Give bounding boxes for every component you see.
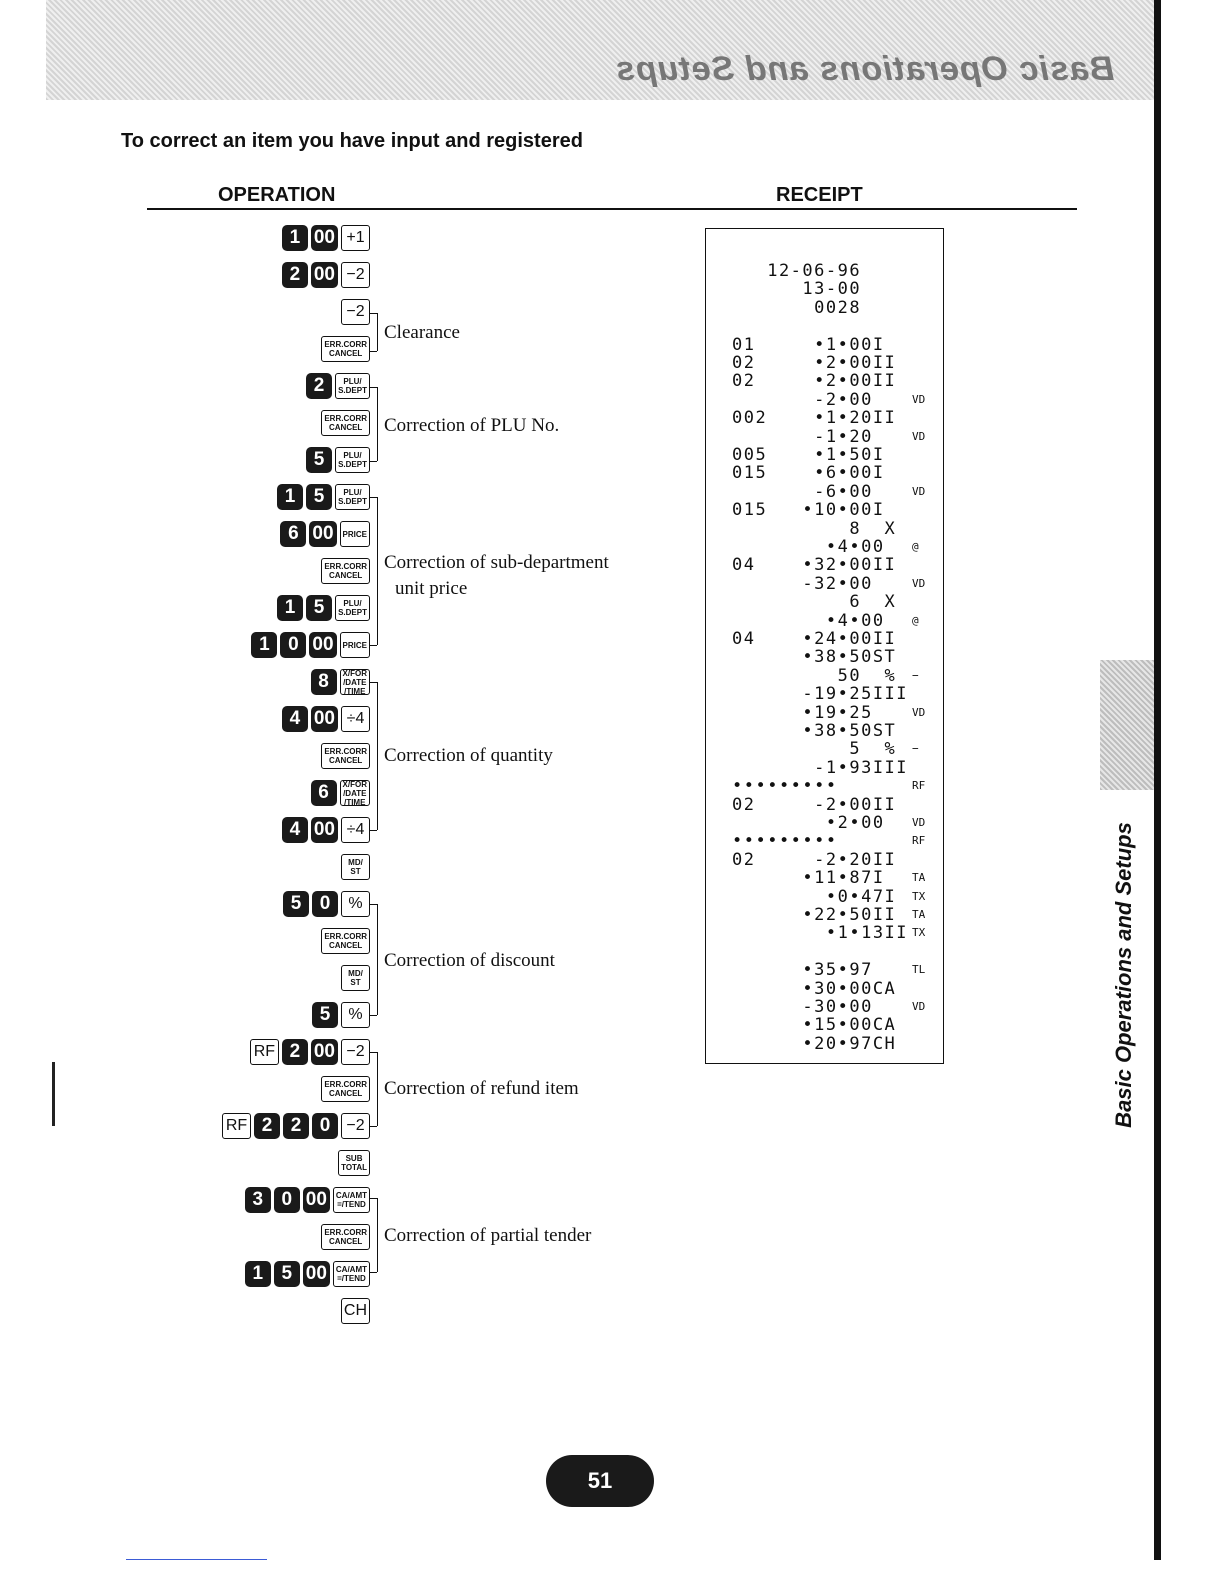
operation-row <box>341 965 370 991</box>
numeric-key-5: 5 <box>283 891 309 917</box>
operation-row <box>311 669 370 695</box>
numeric-key-0: 0 <box>312 891 338 917</box>
bracket-tick <box>370 461 377 462</box>
footer-rule <box>126 1559 267 1560</box>
receipt-line: •4•00 <box>732 610 885 631</box>
operation-row <box>282 262 370 288</box>
operation-row <box>245 1187 370 1213</box>
err-corr-cancel-key: ERR.CORR CANCEL <box>321 410 370 436</box>
md-st-key: MD/ ST <box>341 854 370 880</box>
receipt-line: •4•00 <box>732 537 885 557</box>
bracket-tick <box>370 1198 377 1199</box>
annotation-clearance: Clearance <box>384 322 460 343</box>
operation-row <box>311 780 370 806</box>
receipt-symbol: VD <box>912 429 926 443</box>
numeric-key-00: 00 <box>309 521 336 547</box>
receipt-line: •19•25 <box>732 702 873 723</box>
receipt-line: 01 •1•00I <box>732 334 885 355</box>
dept-4-key: ÷4 <box>341 817 370 843</box>
bracket-discount <box>377 904 378 1015</box>
receipt-symbol: VD <box>912 484 926 498</box>
receipt-symbol: VD <box>912 816 926 829</box>
operation-row <box>306 447 370 473</box>
numeric-key-5: 5 <box>274 1261 300 1287</box>
receipt-line: 04 •32•00II <box>732 555 897 576</box>
receipt-line: 002 •1•20II <box>732 408 897 429</box>
err-corr-cancel-key: ERR.CORR CANCEL <box>321 336 370 362</box>
receipt-line: 015 •6•00I <box>732 463 885 484</box>
x-for-key: X/FOR /DATE /TIME <box>340 669 370 695</box>
operation-row <box>321 1224 370 1250</box>
numeric-key-00: 00 <box>311 225 338 251</box>
numeric-key-00: 00 <box>303 1261 330 1287</box>
err-corr-cancel-key: ERR.CORR CANCEL <box>321 1224 370 1250</box>
ca-amt-tend-key: CA/AMT =/TEND <box>333 1261 370 1287</box>
numeric-key-2: 2 <box>254 1113 280 1139</box>
numeric-key-00: 00 <box>311 817 338 843</box>
receipt-line: -19•25III <box>732 684 909 705</box>
err-corr-cancel-key: ERR.CORR CANCEL <box>321 928 370 954</box>
numeric-key-00: 00 <box>309 632 336 658</box>
refund-key: RF <box>250 1039 279 1065</box>
receipt-line: ••••••••• <box>732 831 838 852</box>
receipt-line: 50 % <box>732 665 897 686</box>
operation-row <box>282 225 370 251</box>
numeric-key-00: 00 <box>311 262 338 288</box>
annotation-partial-tender: Correction of partial tender <box>384 1225 592 1246</box>
receipt-line: •22•50II <box>732 905 897 925</box>
numeric-key-1: 1 <box>277 595 303 621</box>
operation-column-header: OPERATION <box>218 184 336 206</box>
bracket-tick <box>370 682 377 683</box>
operation-row <box>312 1002 370 1028</box>
operation-row <box>321 410 370 436</box>
bracket-tick <box>370 904 377 905</box>
page-edge-rule <box>1154 0 1161 1560</box>
receipt-line: •15•00CA <box>732 1015 897 1036</box>
receipt-symbol: VD <box>912 1000 926 1013</box>
bracket-tick <box>370 830 377 831</box>
operation-row <box>250 1039 370 1065</box>
numeric-key-0: 0 <box>280 632 306 658</box>
receipt-symbol: TA <box>912 871 926 885</box>
bracket-subdept <box>377 497 378 645</box>
err-corr-cancel-key: ERR.CORR CANCEL <box>321 1076 370 1102</box>
annotation-quantity: Correction of quantity <box>384 745 553 766</box>
receipt-line: 13-00 <box>732 279 862 300</box>
side-chapter-label: Basic Operations and Setups <box>1111 822 1136 1128</box>
receipt-symbol: @ <box>912 540 919 553</box>
bracket-quantity <box>377 682 378 830</box>
subtotal-key: SUB TOTAL <box>338 1150 370 1176</box>
receipt-line: •0•47I <box>732 886 897 907</box>
numeric-key-5: 5 <box>306 595 332 621</box>
receipt-line: 0028 <box>732 297 862 318</box>
numeric-key-1: 1 <box>251 632 277 658</box>
receipt-symbol: VD <box>912 392 926 406</box>
numeric-key-4: 4 <box>282 817 308 843</box>
operation-row <box>282 706 370 732</box>
operation-row <box>282 817 370 843</box>
receipt-symbol: TL <box>912 963 926 977</box>
numeric-key-3: 3 <box>245 1187 271 1213</box>
numeric-key-0: 0 <box>274 1187 300 1213</box>
bracket-tick <box>370 387 377 388</box>
charge-key: CH <box>341 1298 370 1324</box>
dept-2-key: −2 <box>341 299 370 325</box>
chapter-banner <box>46 0 1154 100</box>
receipt-line: 02 -2•20II <box>732 849 897 870</box>
receipt-symbol: TA <box>912 908 926 921</box>
receipt-symbol: TX <box>912 926 926 940</box>
banner-text: Basic Operations and Setups <box>614 50 1114 88</box>
annotation-refund: Correction of refund item <box>384 1078 579 1099</box>
err-corr-cancel-key: ERR.CORR CANCEL <box>321 743 370 769</box>
bracket-tick <box>370 645 377 646</box>
receipt-line: -1•20 <box>732 426 873 447</box>
ca-amt-tend-key: CA/AMT =/TEND <box>333 1187 370 1213</box>
refund-key: RF <box>222 1113 251 1139</box>
receipt-symbol: VD <box>912 576 926 590</box>
receipt-line: •38•50ST <box>732 721 897 741</box>
receipt-symbol: RF <box>912 834 926 848</box>
operation-row <box>321 558 370 584</box>
operation-row <box>277 484 370 510</box>
annotation-subdept-line1: Correction of sub-department <box>384 552 609 573</box>
operation-row <box>222 1113 370 1139</box>
annotation-plu: Correction of PLU No. <box>384 415 560 436</box>
receipt-symbol: VD <box>912 705 926 719</box>
receipt-symbol: @ <box>912 613 919 627</box>
receipt-line: 02 -2•00II <box>732 794 897 815</box>
dept-4-key: ÷4 <box>341 706 370 732</box>
numeric-key-2: 2 <box>282 1039 308 1065</box>
receipt-line: •30•00CA <box>732 978 897 999</box>
receipt-line: 04 •24•00II <box>732 629 897 649</box>
receipt-line: -32•00 <box>732 573 873 594</box>
operation-row <box>321 743 370 769</box>
numeric-key-00: 00 <box>311 706 338 732</box>
numeric-key-1: 1 <box>282 225 308 251</box>
receipt-line: 005 •1•50I <box>732 445 885 465</box>
receipt-line: 02 •2•00II <box>732 353 897 373</box>
percent-key: % <box>341 1002 370 1028</box>
numeric-key-2: 2 <box>283 1113 309 1139</box>
operation-row <box>245 1261 370 1287</box>
receipt-symbol: − <box>912 668 919 682</box>
receipt-line: -6•00 <box>732 481 873 502</box>
bracket-tick <box>370 313 377 314</box>
receipt-line: 5 % <box>732 739 897 760</box>
receipt <box>705 228 944 1064</box>
numeric-key-6: 6 <box>280 521 306 547</box>
dept-2-key: −2 <box>341 1039 370 1065</box>
operation-row <box>338 1150 370 1176</box>
plu-sdept-key: PLU/ S.DEPT <box>335 484 370 510</box>
x-for-key: X/FOR /DATE /TIME <box>340 780 370 806</box>
receipt-line: •20•97CH <box>732 1033 897 1054</box>
numeric-key-2: 2 <box>282 262 308 288</box>
receipt-line: •38•50ST <box>732 647 897 668</box>
dept-1-key: +1 <box>341 225 370 251</box>
bracket-partial <box>377 1198 378 1272</box>
receipt-symbol: RF <box>912 779 926 793</box>
bracket-tick <box>370 1015 377 1016</box>
plu-sdept-key: PLU/ S.DEPT <box>335 373 370 399</box>
receipt-line: -1•93III <box>732 757 909 778</box>
receipt-line: •11•87I <box>732 868 885 889</box>
receipt-column-header: RECEIPT <box>776 184 863 206</box>
receipt-line: •1•13II <box>732 923 909 944</box>
bracket-refund <box>377 1052 378 1126</box>
numeric-key-5: 5 <box>312 1002 338 1028</box>
receipt-line: •35•97 <box>732 960 873 981</box>
bracket-tick <box>370 497 377 498</box>
operation-row <box>321 928 370 954</box>
numeric-key-8: 8 <box>311 669 337 695</box>
dept-2-key: −2 <box>341 262 370 288</box>
receipt-line: 8 X <box>732 518 897 539</box>
receipt-line: -30•00 <box>732 997 873 1017</box>
price-key: PRICE <box>340 632 370 658</box>
numeric-key-1: 1 <box>245 1261 271 1287</box>
operation-row <box>251 632 370 658</box>
bracket-clearance <box>377 313 378 351</box>
operation-row <box>341 299 370 325</box>
receipt-symbol: TX <box>912 889 926 903</box>
numeric-key-00: 00 <box>303 1187 330 1213</box>
numeric-key-0: 0 <box>312 1113 338 1139</box>
receipt-line: 02 •2•00II <box>732 371 897 392</box>
margin-mark <box>52 1062 55 1126</box>
receipt-line: 015 •10•00I <box>732 500 885 521</box>
operation-row <box>306 373 370 399</box>
dept-2-key: −2 <box>341 1113 370 1139</box>
operation-row <box>283 891 370 917</box>
receipt-line: •2•00 <box>732 813 885 833</box>
annotation-subdept-line2: unit price <box>395 578 468 599</box>
receipt-line: 6 X <box>732 592 897 613</box>
plu-sdept-key: PLU/ S.DEPT <box>335 447 370 473</box>
receipt-symbol: − <box>912 742 919 756</box>
numeric-key-6: 6 <box>311 780 337 806</box>
bracket-tick <box>370 351 377 352</box>
numeric-key-1: 1 <box>277 484 303 510</box>
numeric-key-4: 4 <box>282 706 308 732</box>
numeric-key-5: 5 <box>306 447 332 473</box>
md-st-key: MD/ ST <box>341 965 370 991</box>
bracket-plu <box>377 387 378 461</box>
percent-key: % <box>341 891 370 917</box>
receipt-line: -2•00 <box>732 389 873 410</box>
plu-sdept-key: PLU/ S.DEPT <box>335 595 370 621</box>
operation-row <box>277 595 370 621</box>
numeric-key-00: 00 <box>311 1039 338 1065</box>
operation-row <box>321 1076 370 1102</box>
numeric-key-5: 5 <box>306 484 332 510</box>
section-title: To correct an item you have input and registered <box>121 130 583 152</box>
receipt-line: 12-06-96 <box>732 261 862 281</box>
err-corr-cancel-key: ERR.CORR CANCEL <box>321 558 370 584</box>
price-key: PRICE <box>340 521 370 547</box>
operation-row <box>341 1298 370 1324</box>
operation-row <box>321 336 370 362</box>
operation-row <box>280 521 370 547</box>
bracket-tick <box>370 1126 377 1127</box>
numeric-key-2: 2 <box>306 373 332 399</box>
bracket-tick <box>370 1052 377 1053</box>
receipt-line: ••••••••• <box>732 776 838 797</box>
page-number: 51 <box>546 1455 654 1507</box>
operation-row <box>341 854 370 880</box>
annotation-discount: Correction of discount <box>384 950 555 971</box>
bracket-tick <box>370 1272 377 1273</box>
header-divider <box>147 208 1077 210</box>
chapter-tab <box>1100 660 1154 790</box>
